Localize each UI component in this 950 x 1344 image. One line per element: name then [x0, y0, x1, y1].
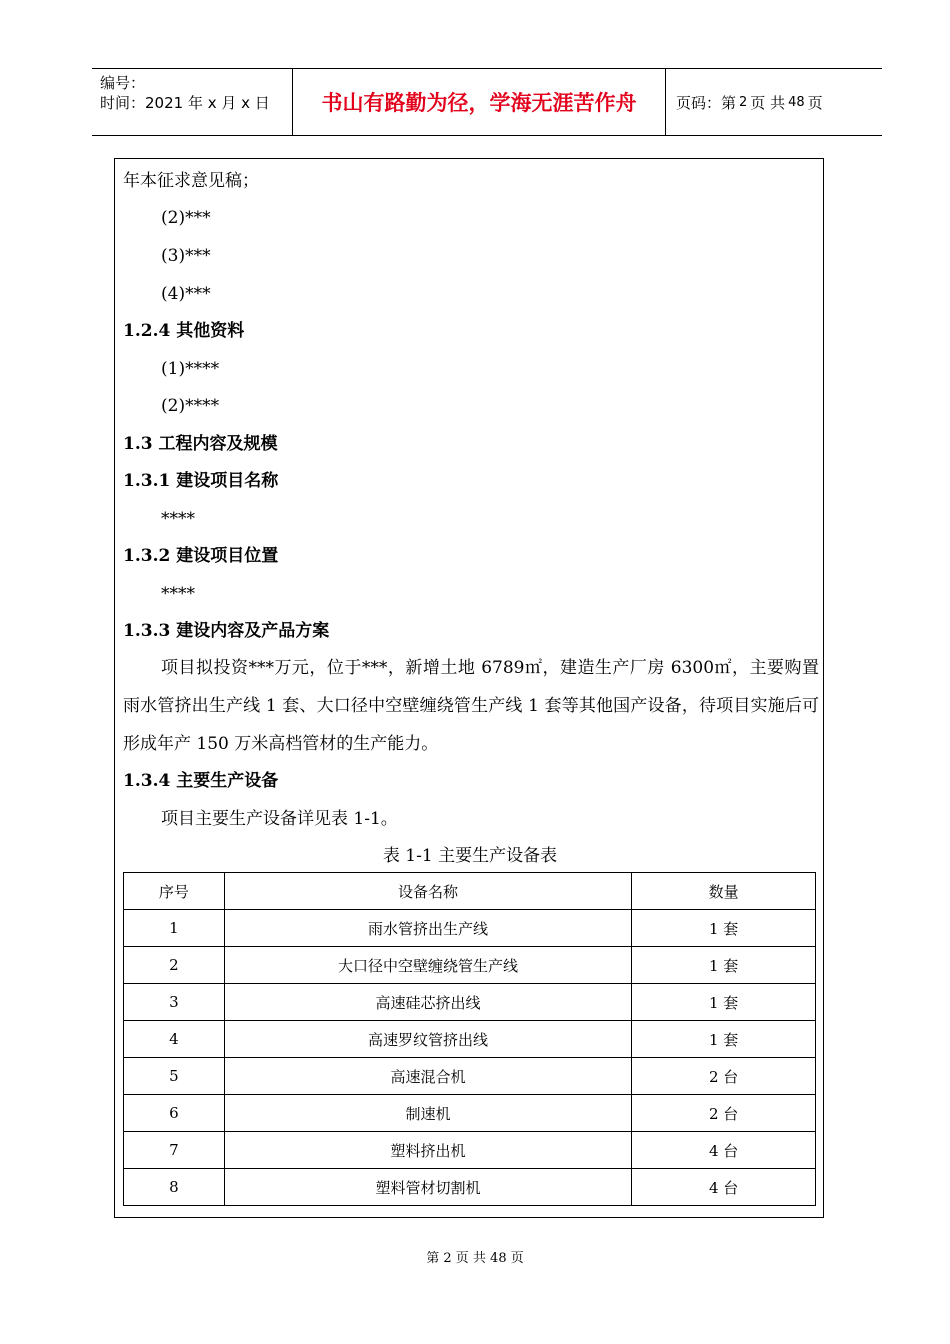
- table-row: [124, 910, 816, 947]
- table-row: [124, 1132, 816, 1169]
- cell-name: 高速硅芯挤出线: [224, 984, 631, 1021]
- cell-name: 塑料管材切割机: [224, 1169, 631, 1206]
- page-number: 2: [739, 94, 748, 110]
- list-item: (1)****: [161, 359, 220, 379]
- page-suffix: 页: [807, 93, 823, 112]
- page-mid: 页 共: [750, 93, 786, 112]
- paragraph-equipment-ref: 项目主要生产设备详见表 1-1。: [161, 809, 398, 829]
- cell-no: 8: [124, 1169, 225, 1206]
- table-row: [124, 1169, 816, 1206]
- cell-qty: 4 台: [632, 1169, 816, 1206]
- cell-name: 雨水管挤出生产线: [224, 910, 631, 947]
- table-caption: 表 1-1 主要生产设备表: [382, 846, 558, 866]
- content-frame: [114, 158, 824, 1218]
- paragraph-content-plan: 项目拟投资***万元，位于***，新增土地 6789㎡，建造生产厂房 6300㎡，主要购置雨水管挤出生产线 1 套、大口径中空壁缠绕管生产线 1 套等其他国产设备，待项目实施后可形成年产 150 万米高档管材的生产能力。: [123, 658, 819, 754]
- cell-name: 塑料挤出机: [224, 1132, 631, 1169]
- cell-qty: 2 台: [632, 1058, 816, 1095]
- cell-no: 1: [124, 910, 225, 947]
- list-item: (3)***: [161, 246, 211, 266]
- cell-qty: 4 台: [632, 1132, 816, 1169]
- header-motto: 书山有路勤为径，学海无涯苦作舟: [293, 69, 666, 135]
- project-name-value: ****: [161, 509, 195, 529]
- page-header: [92, 68, 882, 136]
- cell-qty: 1 套: [632, 1021, 816, 1058]
- page-footer: 第 2 页 共 48 页: [426, 1251, 524, 1266]
- serial-label: 编号：: [100, 74, 146, 92]
- header-cell: 数量: [632, 873, 816, 910]
- section-heading-1-3: 1.3 工程内容及规模: [123, 434, 278, 454]
- cell-qty: 2 台: [632, 1095, 816, 1132]
- cell-name: 大口径中空壁缠绕管生产线: [224, 947, 631, 984]
- list-item: (2)****: [161, 396, 220, 416]
- cell-qty: 1 套: [632, 947, 816, 984]
- project-location-value: ****: [161, 584, 195, 604]
- section-heading-1-3-2: 1.3.2 建设项目位置: [123, 546, 279, 566]
- section-heading-1-2-4: 1.2.4 其他资料: [123, 321, 245, 341]
- cell-no: 6: [124, 1095, 225, 1132]
- header-meta: [92, 69, 293, 135]
- page-total: 48: [788, 94, 805, 110]
- section-heading-1-3-3: 1.3.3 建设内容及产品方案: [123, 621, 330, 641]
- cell-no: 7: [124, 1132, 225, 1169]
- continued-line: 年本征求意见稿；: [123, 171, 259, 191]
- table-row: [124, 1095, 816, 1132]
- table-row: [124, 984, 816, 1021]
- table-header-row: [124, 873, 816, 910]
- header-cell: 设备名称: [224, 873, 631, 910]
- cell-name: 高速混合机: [224, 1058, 631, 1095]
- cell-qty: 1 套: [632, 910, 816, 947]
- header-cell: 序号: [124, 873, 225, 910]
- time-label: 时间：2021 年 x 月 x 日: [100, 94, 270, 112]
- cell-no: 5: [124, 1058, 225, 1095]
- cell-name: 高速罗纹管挤出线: [224, 1021, 631, 1058]
- table-row: [124, 1058, 816, 1095]
- equipment-table: [123, 872, 816, 1206]
- list-item: (2)***: [161, 208, 211, 228]
- cell-qty: 1 套: [632, 984, 816, 1021]
- cell-no: 3: [124, 984, 225, 1021]
- section-heading-1-3-1: 1.3.1 建设项目名称: [123, 471, 279, 491]
- table-row: [124, 1021, 816, 1058]
- list-item: (4)***: [161, 284, 211, 304]
- table-row: [124, 947, 816, 984]
- section-heading-1-3-4: 1.3.4 主要生产设备: [123, 771, 279, 791]
- cell-no: 2: [124, 947, 225, 984]
- header-page-info: [666, 69, 882, 135]
- cell-no: 4: [124, 1021, 225, 1058]
- cell-name: 制速机: [224, 1095, 631, 1132]
- page-prefix: 页码：第: [676, 93, 737, 112]
